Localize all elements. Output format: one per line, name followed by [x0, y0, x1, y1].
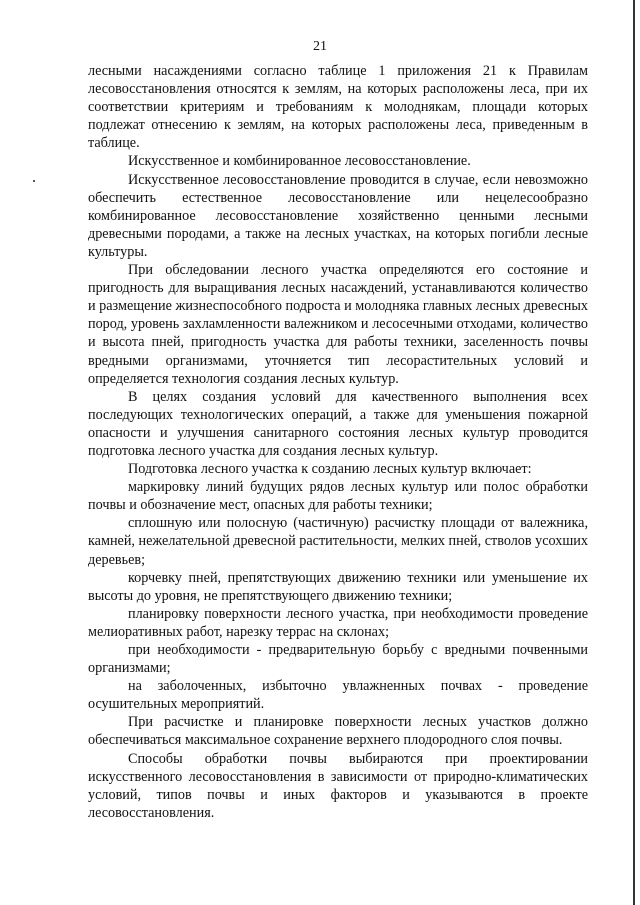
- list-item-marking: маркировку линий будущих рядов лесных культур или полос обработки почвы и обозначение мест, опасных для работы техники;: [88, 479, 588, 514]
- scan-edge-line: [633, 0, 635, 905]
- margin-mark: [33, 180, 35, 182]
- list-item-clearing: сплошную или полосную (частичную) расчистку площади от валежника, камней, нежелательной древесной растительности, мелких пней, стволов усохших деревьев;: [88, 515, 588, 568]
- paragraph-site-preparation-purpose: В целях создания условий для качественного выполнения всех последующих технологических операций, а также для уменьшения пожарной опасности и улучшения санитарного состояния лесных культур проводится подготовка лесного участка для создания лесных культур.: [88, 388, 588, 459]
- paragraph-site-survey: При обследовании лесного участка определяются его состояние и пригодность для выращивания лесных насаждений, устанавливаются количество и размещение жизнеспособного подроста и молодняка главных лесных древесных пород, уровень захламленности валежником и лесосечными отходами, количество и высота пней, пригодность участка для работы техники, заселенность почвы вредными организмами, уточняется тип лесорастительных условий и определяется технология создания лесных культур.: [88, 262, 588, 387]
- paragraph-continuation: лесными насаждениями согласно таблице 1 приложения 21 к Правилам лесовосстановления относятся к землям, на которых расположены леса, при их соответствии критериям и требованиям к молоднякам, площади которых подлежат отнесению к землям, на которых расположены леса, приведенным в таблице.: [88, 63, 588, 152]
- paragraph-section-heading: Искусственное и комбинированное лесовосстановление.: [128, 153, 471, 170]
- list-item-stump-removal: корчевку пней, препятствующих движению техники или уменьшение их высоты до уровня, не препятствующего движению техники;: [88, 569, 588, 604]
- list-item-drainage: на заболоченных, избыточно увлажненных почвах - проведение осушительных мероприятий.: [88, 678, 588, 713]
- list-item-surface-planning: планировку поверхности лесного участка, при необходимости проведение мелиоративных работ, нарезку террас на склонах;: [88, 605, 588, 640]
- paragraph-topsoil-preservation: При расчистке и планировке поверхности лесных участков должно обеспечиваться максимальное сохранение верхнего плодородного слоя почвы.: [88, 714, 588, 749]
- page-number: 21: [313, 39, 327, 54]
- paragraph-preparation-includes: Подготовка лесного участка к созданию лесных культур включает:: [128, 461, 532, 478]
- paragraph-soil-treatment-methods: Способы обработки почвы выбираются при проектировании искусственного лесовосстановления в зависимости от природно-климатических условий, типов почвы и иных факторов и указываются в проекте лесовосстановления.: [88, 750, 588, 821]
- list-item-pest-control: при необходимости - предварительную борьбу с вредными почвенными организмами;: [88, 642, 588, 677]
- paragraph-artificial-reforestation: Искусственное лесовосстановление проводится в случае, если невозможно обеспечить естественное лесовосстановление или нецелесообразно комбинированное лесовосстановление хозяйственно ценными лесными древесными породами, а также на лесных участках, на которых погибли лесные культуры.: [88, 171, 588, 260]
- document-body: [88, 62, 588, 822]
